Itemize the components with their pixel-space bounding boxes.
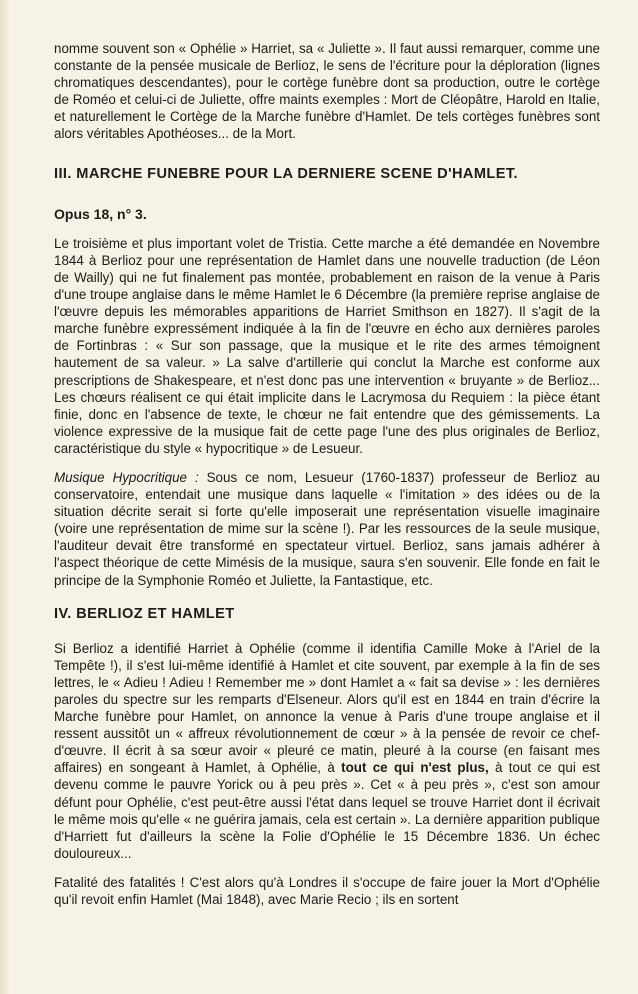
- intro-paragraph: nomme souvent son « Ophélie » Harriet, sa « Juliette ». Il faut aussi remarquer, comme une constante de la pensée musicale de Berlioz, le sens de l'écriture pour la déploration (lignes chromatiques descendantes), pour le cortège funèbre dont sa production, outre le cortège de Roméo et celui-ci de Juliette, offre maints exemples : Mort de Cléopâtre, Harold en Italie, et naturellement le Cortège de la Marche funèbre d'Hamlet. De tels cortèges funèbres sont alors véritables Apothéoses... de la Mort.: [54, 41, 600, 142]
- section-3-paragraph-1: Le troisième et plus important volet de Tristia. Cette marche a été demandée en Novembre 1844 à Berlioz pour une représentation de Hamlet dans une nouvelle traduction (de Léon de Wailly) qui ne fut finalement pas montée, probablement en raison de la venue à Paris d'une troupe anglaise dans le même Hamlet le 6 Décembre (la première reprise anglaise de l'œuvre depuis les mémorables apparitions de Harriet Smithson en 1827). Il s'agit de la marche funèbre expressément indiquée à la fin de l'œuvre en écho aux dernières paroles de Fortinbras : « Sur son passage, que la musique et le rite des armes témoignent hautement de sa valeur. » La salve d'artillerie qui conclut la Marche est conforme aux prescriptions de Shakespeare, et n'est donc pas une intervention « bruyante » de Berlioz... Les chœurs réalisent ce qui était implicite dans le Lacrymosa du Requiem : la pièce étant finie, donc en l'absence de texte, le chœur ne fait entendre que des gémissements. La violence expressive de la musique fait de cette page l'une des plus originales de Berlioz, caractéristique du style « hypocritique » de Lesueur.: [54, 235, 600, 456]
- hypocritique-term: Musique Hypocritique :: [54, 469, 199, 485]
- section-3-paragraph-2: [54, 469, 600, 589]
- section-3-heading: III. MARCHE FUNEBRE POUR LA DERNIERE SCENE D'HAMLET.: [54, 165, 518, 182]
- section-4-bold-quote: tout ce qui n'est plus,: [341, 760, 489, 776]
- page-edge-shadow: [0, 0, 10, 994]
- section-4-text-a: Si Berlioz a identifié Harriet à Ophélie (comme il identifia Camille Moke à l'Ariel de la Tempête !), il s'est lui-même identifié à Hamlet et cite souvent, par exemple à la fin de ses lettres, le « Adieu ! Adieu ! Remember me » dont Hamlet a « fait sa devise » : les dernières paroles du spectre sur les remparts d'Elseneur. Alors qu'il est en 1844 en train d'écrire la Marche funèbre pour Hamlet, on annonce la venue à Paris d'une troupe anglaise et il ressent aussitôt un « affreux révolutionnement de cœur » à la pensée de revoir ce chef-d'œuvre. Il écrit à sa sœur avoir « pleuré ce matin, pleuré à la course (en faisant mes affaires) en songeant à Hamlet, à Ophélie, à: [54, 640, 600, 776]
- section-4-text-b: à tout ce qui est devenu comme le pauvre Yorick ou à peu près ». Cet « à peu près », c'est son amour défunt pour Ophélie, c'est peut-être aussi l'état dans lequel se trouve Harriet dont il écrivait le même mois qu'elle « ne guérira jamais, cela est certain ». La dernière apparition publique d'Harriett fut d'ailleurs la scène la Folie d'Ophélie le 15 Décembre 1836. Un échec douloureux...: [54, 760, 600, 861]
- section-4-heading: IV. BERLIOZ ET HAMLET: [54, 605, 235, 622]
- opus-label: Opus 18, n° 3.: [54, 205, 147, 222]
- hypocritique-definition: Sous ce nom, Lesueur (1760-1837) professeur de Berlioz au conservatoire, entendait une musique dans laquelle « l'imitation » des idées ou de la situation décrite serait si forte qu'elle imposerait une représentation visuelle imaginaire (voire une représentation de mime sur la scène !). Par les ressources de la seule musique, l'auditeur devait être transformé en spectateur virtuel. Berlioz, sans jamais adhérer à l'aspect théorique de cette Mimésis de la musique, saura s'en souvenir. Elle fonde en fait le principe de la Symphonie Roméo et Juliette, la Fantastique, etc.: [54, 469, 601, 588]
- section-4-paragraph-2: Fatalité des fatalités ! C'est alors qu'à Londres il s'occupe de faire jouer la Mort d'Ophélie qu'il revoit enfin Hamlet (Mai 1848), avec Marie Recio ; ils en sortent: [54, 874, 600, 908]
- section-4-paragraph-1: [54, 640, 600, 862]
- document-page: [54, 40, 600, 908]
